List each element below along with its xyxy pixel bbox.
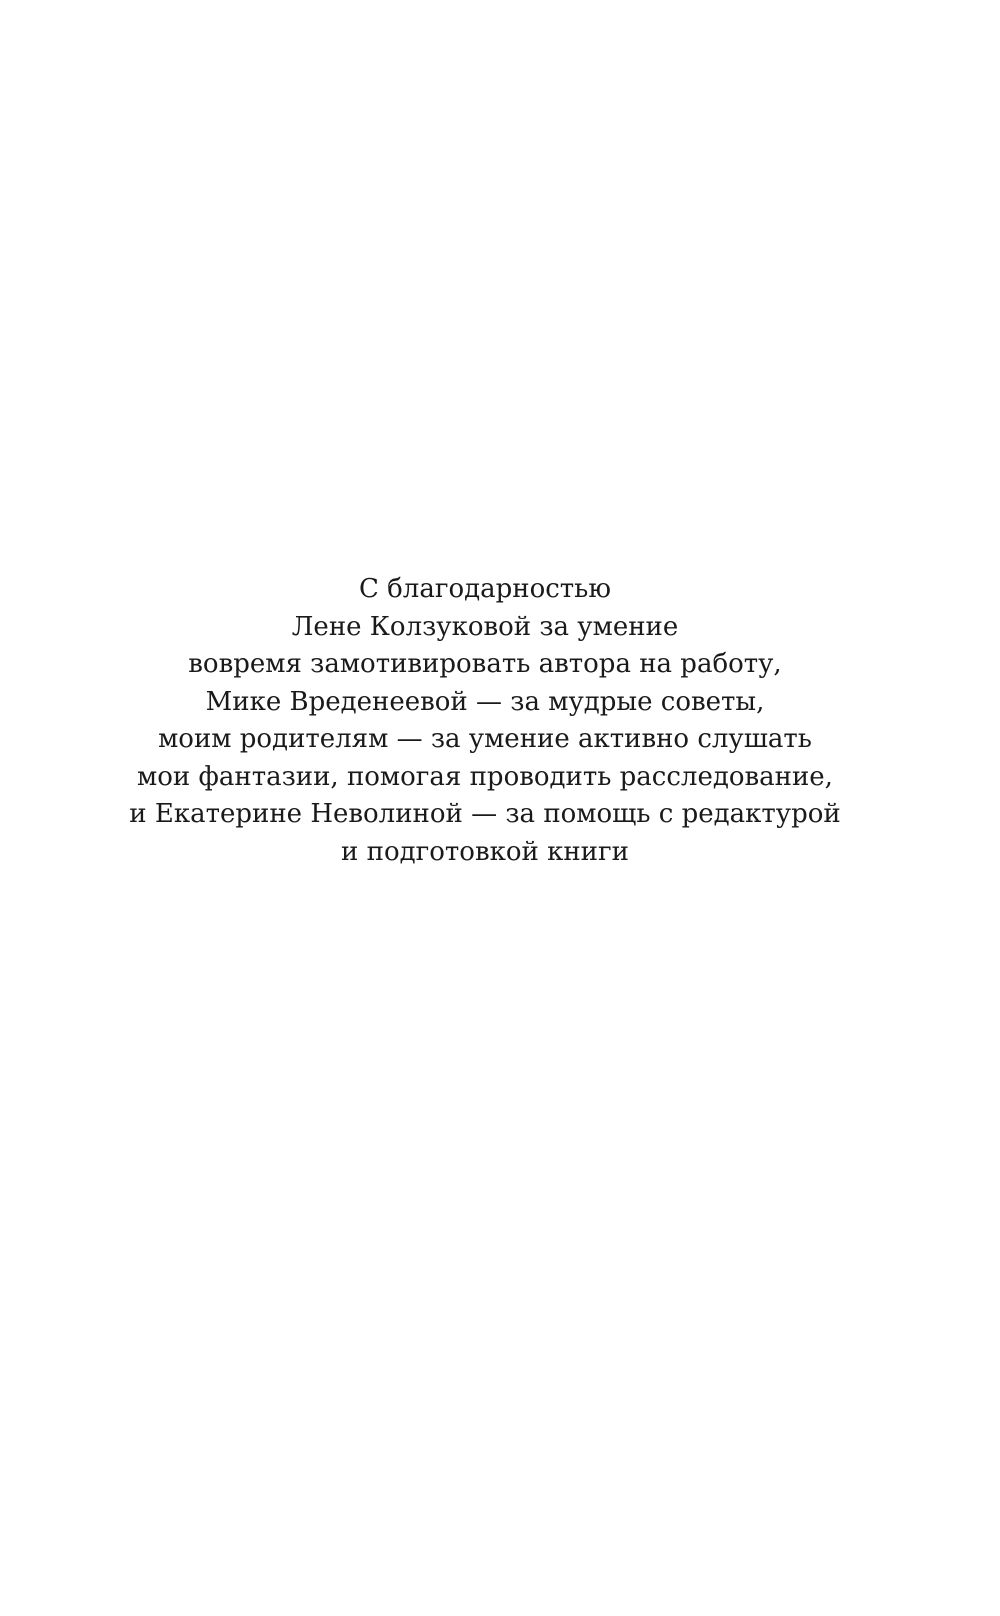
dedication-line: и Екатерине Неволиной — за помощь с редактурой: [129, 799, 841, 829]
dedication-line: Лене Колзуковой за умение: [291, 611, 679, 642]
dedication-text: [0, 571, 970, 871]
dedication-line: С благодарностью: [359, 574, 611, 604]
dedication-line: и подготовкой книги: [341, 836, 629, 867]
dedication-line: моим родителям — за умение активно слушать: [158, 724, 812, 754]
dedication-line: вовремя замотивировать автора на работу,: [188, 649, 782, 679]
dedication-line: Мике Вреденеевой — за мудрые советы,: [205, 686, 765, 717]
dedication-line: мои фантазии, помогая проводить расследование,: [137, 761, 833, 792]
